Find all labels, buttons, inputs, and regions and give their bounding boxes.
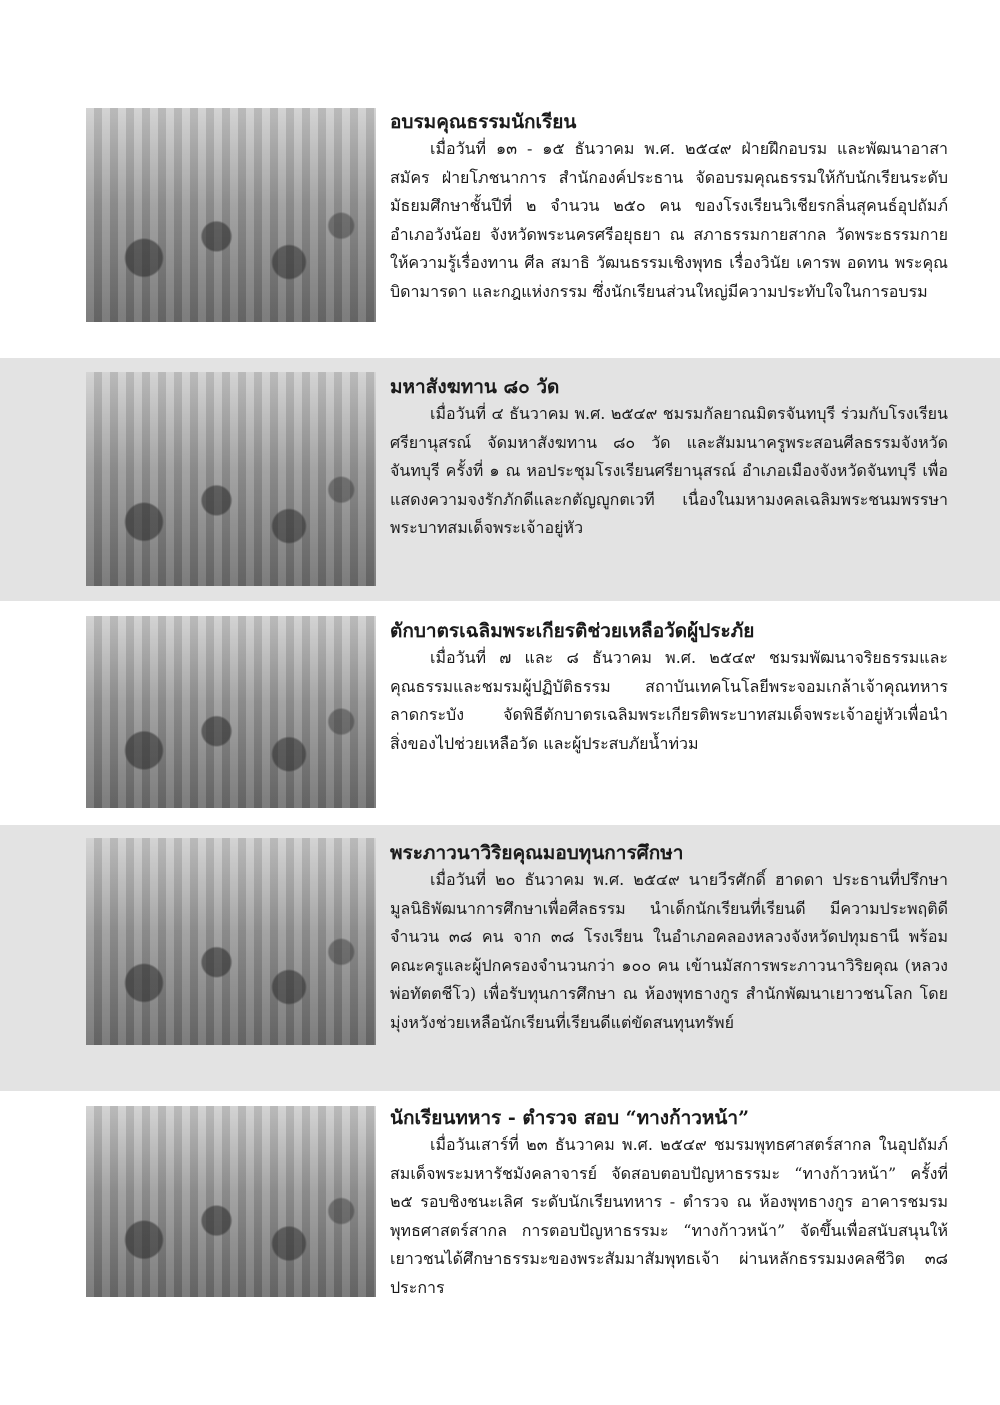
section-1 — [390, 109, 948, 306]
section-3 — [390, 618, 948, 758]
section-body: เมื่อวันที่ ๗ และ ๘ ธันวาคม พ.ศ. ๒๕๔๙ ชมรมพัฒนาจริยธรรมและคุณธรรมและชมรมผู้ปฏิบัติธรรม สถาบันเทคโนโลยีพระจอมเกล้าเจ้าคุณทหารลาดกระบัง จัดพิธีตักบาตรเฉลิมพระเกียรติพระบาทสมเด็จพระเจ้าอยู่หัวเพื่อนำสิ่งของไปช่วยเหลือวัด และผู้ประสบภัยน้ำท่วม — [390, 648, 948, 753]
section-title: อบรมคุณธรรมนักเรียน — [390, 111, 577, 133]
photo-offering-ceremony — [86, 372, 376, 586]
section-body: เมื่อวันที่ ๒๐ ธันวาคม พ.ศ. ๒๕๔๙ นายวีรศักดิ์ ฮาดดา ประธานที่ปรึกษามูลนิธิพัฒนาการศึกษาเพื่อศีลธรรม นำเด็กนักเรียนที่เรียนดี มีความประพฤติดี จำนวน ๓๘ คน จาก ๓๘ โรงเรียน ในอำเภอคลองหลวงจังหวัดปทุมธานี พร้อมคณะครูและผู้ปกครองจำนวนกว่า ๑๐๐ คน เข้านมัสการพระภาวนาวิริยคุณ (หลวงพ่อทัตตชีโว) เพื่อรับทุนการศึกษา ณ ห้องพุทธางกูร สำนักพัฒนาเยาวชนโลก โดยมุ่งหวังช่วยเหลือนักเรียนที่เรียนดีแต่ขัดสนทุนทรัพย์ — [390, 870, 948, 1032]
section-2 — [390, 374, 948, 543]
section-4 — [390, 840, 948, 1037]
section-body: เมื่อวันที่ ๔ ธันวาคม พ.ศ. ๒๕๔๙ ชมรมกัลยาณมิตรจันทบุรี ร่วมกับโรงเรียนศรียานุสรณ์ จัดมหาสังฆทาน ๘๐ วัด และสัมมนาครูพระสอนศีลธรรมจังหวัดจันทบุรี ครั้งที่ ๑ ณ หอประชุมโรงเรียนศรียานุสรณ์ อำเภอเมืองจังหวัดจันทบุรี เพื่อแสดงความจงรักภักดีและกตัญญูกตเวที เนื่องในมหามงคลเฉลิมพระชนมพรรษา พระบาทสมเด็จพระเจ้าอยู่หัว — [390, 404, 948, 537]
photo-cadets-exam — [86, 1106, 376, 1297]
section-body: เมื่อวันที่ ๑๓ - ๑๕ ธันวาคม พ.ศ. ๒๕๔๙ ฝ่ายฝึกอบรม และพัฒนาอาสาสมัคร ฝ่ายโภชนาการ สำนักองค์ประธาน จัดอบรมคุณธรรมให้กับนักเรียนระดับมัธยมศึกษาชั้นปีที่ ๒ จำนวน ๒๕๐ คน ของโรงเรียนวิเชียรกลิ่นสุคนธ์อุปถัมภ์ อำเภอวังน้อย จังหวัดพระนครศรีอยุธยา ณ สภาธรรมกายสากล วัดพระธรรมกาย ให้ความรู้เรื่องทาน ศีล สมาธิ วัฒนธรรมเชิงพุทธ เรื่องวินัย เคารพ อดทน พระคุณบิดามารดา และกฎแห่งกรรม ซึ่งนักเรียนส่วนใหญ่มีความประทับใจในการอบรม — [390, 139, 948, 301]
section-5 — [390, 1105, 948, 1302]
photo-scholarship-award — [86, 838, 376, 1045]
section-title: พระภาวนาวิริยคุณมอบทุนการศึกษา — [390, 842, 684, 864]
photo-alms-giving — [86, 616, 376, 808]
section-title: มหาสังฆทาน ๘๐ วัด — [390, 376, 560, 398]
photo-students-meditation — [86, 108, 376, 322]
section-title: นักเรียนทหาร - ตำรวจ สอบ “ทางก้าวหน้า” — [390, 1107, 750, 1129]
section-body: เมื่อวันเสาร์ที่ ๒๓ ธันวาคม พ.ศ. ๒๕๔๙ ชมรมพุทธศาสตร์สากล ในอุปถัมภ์สมเด็จพระมหารัชมังคลาจารย์ จัดสอบตอบปัญหาธรรมะ “ทางก้าวหน้า” ครั้งที่ ๒๕ รอบชิงชนะเลิศ ระดับนักเรียนทหาร - ตำรวจ ณ ห้องพุทธางกูร อาคารชมรมพุทธศาสตร์สากล การตอบปัญหาธรรมะ “ทางก้าวหน้า” จัดขึ้นเพื่อสนับสนุนให้เยาวชนได้ศึกษาธรรมะของพระสัมมาสัมพุทธเจ้า ผ่านหลักธรรมมงคลชีวิต ๓๘ ประการ — [390, 1135, 948, 1297]
section-title: ตักบาตรเฉลิมพระเกียรติช่วยเหลือวัดผู้ประภัย — [390, 620, 755, 642]
